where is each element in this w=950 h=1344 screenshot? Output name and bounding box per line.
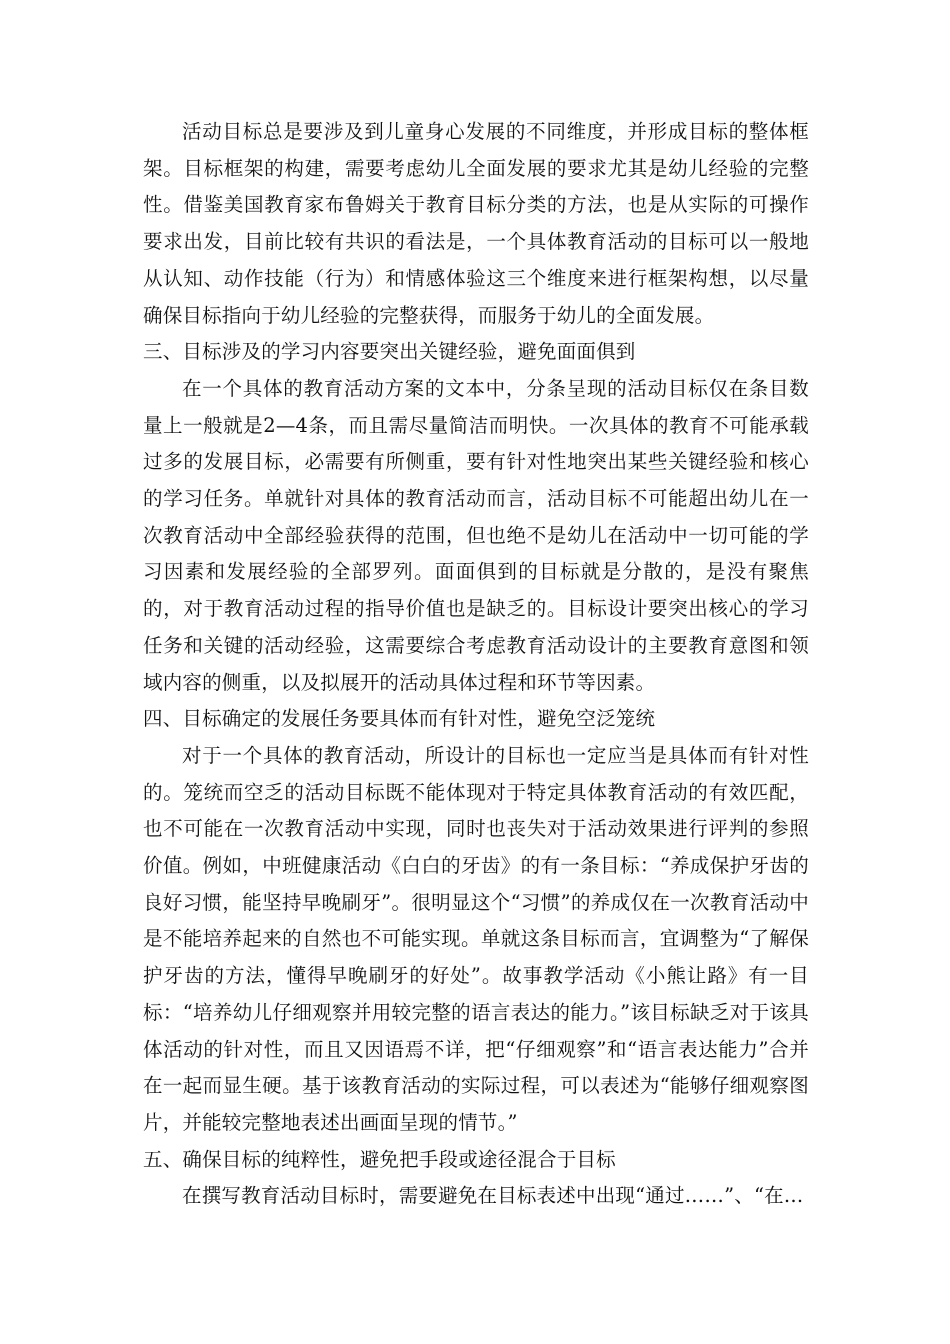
paragraph-key-experience: 在一个具体的教育活动方案的文本中，分条呈现的活动目标仅在条目数量上一般就是2—4条，而且需尽量简洁而明快。一次具体的教育不可能承载过多的发展目标，必需要有所侧重，要有针对性地突出某些关键经验和核心的学习任务。单就针对具体的教育活动而言，活动目标不可能超出幼儿在一次教育活动中全部经验获得的范围，但也绝不是幼儿在活动中一切可能的学习因素和发展经验的全部罗列。面面俱到的目标就是分散的，是没有聚焦的，对于教育活动过程的指导价值也是缺乏的。目标设计要突出核心的学习任务和关键的活动经验，这需要综合考虑教育活动设计的主要教育意图和领域内容的侧重，以及拟展开的活动具体过程和环节等因素。 [143, 376, 809, 694]
paragraph-dimensions: 活动目标总是要涉及到儿童身心发展的不同维度，并形成目标的整体框架。目标框架的构建，需要考虑幼儿全面发展的要求尤其是幼儿经验的完整性。借鉴美国教育家布鲁姆关于教育目标分类的方法，也是从实际的可操作要求出发，目前比较有共识的看法是，一个具体教育活动的目标可以一般地从认知、动作技能（行为）和情感体验这三个维度来进行框架构想，以尽量确保目标指向于幼儿经验的完整获得，而服务于幼儿的全面发展。 [143, 120, 809, 327]
section-heading-3: 三、目标涉及的学习内容要突出关键经验，避免面面俱到 [143, 340, 636, 364]
document-body [143, 114, 809, 1215]
section-heading-5: 五、确保目标的纯粹性，避免把手段或途径混合于目标 [143, 1147, 616, 1171]
paragraph-specific-goals: 对于一个具体的教育活动，所设计的目标也一定应当是具体而有针对性的。笼统而空乏的活动目标既不能体现对于特定具体教育活动的有效匹配，也不可能在一次教育活动中实现，同时也丧失对于活动效果进行评判的参照价值。例如，中班健康活动《白白的牙齿》的有一条目标：“养成保护牙齿的良好习惯，能坚持早晚刷牙”。很明显这个“习惯”的养成仅在一次教育活动中是不能培养起来的自然也不可能实现。单就这条目标而言，宜调整为“了解保护牙齿的方法，懂得早晚刷牙的好处”。故事教学活动《小熊让路》有一目标：“培养幼儿仔细观察并用较完整的语言表达的能力。”该目标缺乏对于该具体活动的针对性，而且又因语焉不详，把“仔细观察”和“语言表达能力”合并在一起而显生硬。基于该教育活动的实际过程，可以表述为“能够仔细观察图片，并能较完整地表述出画面呈现的情节。” [143, 743, 809, 1134]
section-heading-4: 四、目标确定的发展任务要具体而有针对性，避免空泛笼统 [143, 707, 656, 731]
paragraph-goal-purity: 在撰写教育活动目标时，需要避免在目标表述中出现“通过……”、“在… [182, 1184, 804, 1208]
